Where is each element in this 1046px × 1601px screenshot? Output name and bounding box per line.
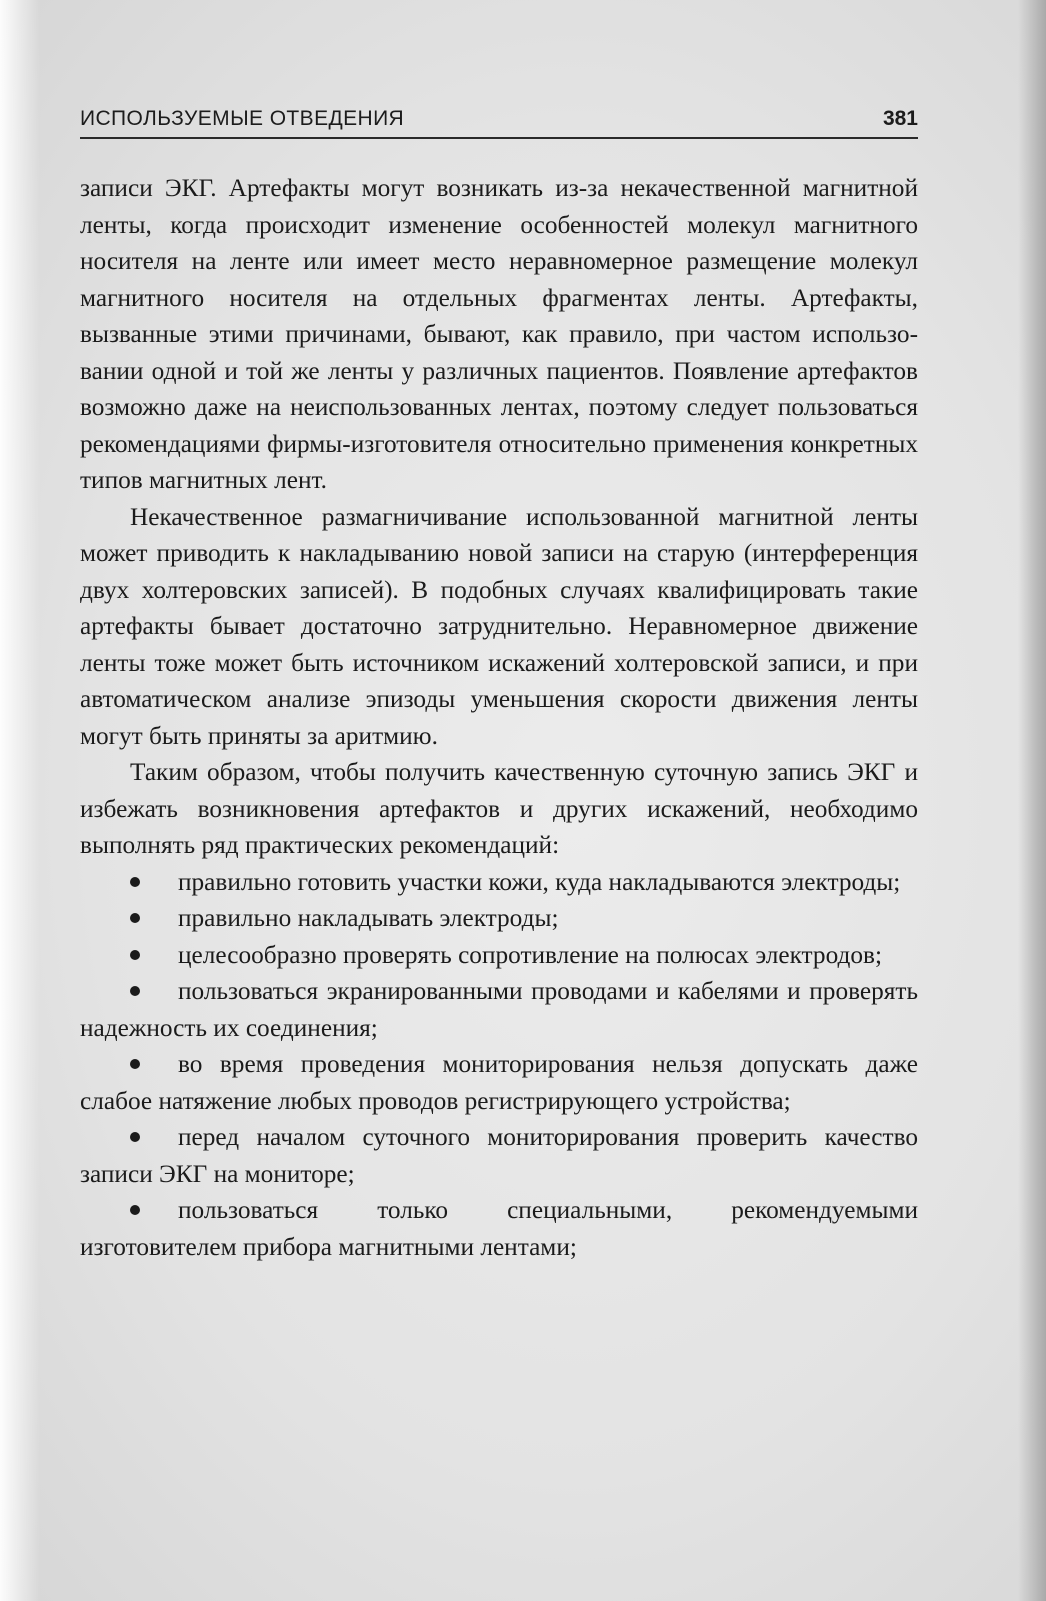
list-item — [80, 864, 918, 901]
section-title: ИСПОЛЬЗУЕМЫЕ ОТВЕДЕНИЯ — [80, 107, 405, 130]
list-item — [80, 1119, 918, 1192]
list-item — [80, 1192, 918, 1265]
paragraph: Таким образом, чтобы получить качественную суточную запись ЭКГ и избежать возникновения артефактов и других искажений, необходимо выполнять ряд практических рекомендаций: — [80, 758, 918, 859]
list-item-text: правильно готовить участки кожи, куда накладываются электроды; — [178, 867, 901, 896]
list-item-text: перед началом суточного мониторирования проверить качество записи ЭКГ на мониторе; — [80, 1123, 918, 1188]
paragraph-continuation: записи ЭКГ. Артефакты могут возникать из-за некачественной магнитной ленты, когда происходит изменение особенностей молекул магнитного носителя на ленте или имеет место неравномерное размещение молекул магнитного носителя на отдельных фрагментах ленты. Артефакты, вызванные этими причинами, бывают, как правило, при частом использовании одной и той же ленты у различных пациентов. Появление артефактов возможно даже на неиспользованных лентах, поэтому следует пользоваться рекомендациями фирмы-изготовителя относительно применения конкретных типов магнитных лент. — [80, 174, 918, 494]
list-item-text: целесообразно проверять сопротивление на полюсах электродов; — [178, 940, 882, 969]
list-item — [80, 1046, 918, 1119]
bullet-icon — [130, 986, 140, 996]
recommendations-list — [80, 864, 918, 1266]
bullet-icon — [130, 1059, 140, 1069]
bullet-icon — [130, 877, 140, 887]
paragraph: Некачественное размагничивание использованной магнитной ленты может приводить к накладыванию новой записи на старую (интерференция двух холтеровских записей). В подобных случаях квалифицировать такие артефакты бывает достаточно затруднительно. Неравномерное движение ленты тоже может быть источником искажений холтеровской записи, и при автоматическом анализе эпизоды уменьшения скорости движения ленты могут быть приняты за аритмию. — [80, 502, 918, 750]
book-spine-shadow — [1018, 0, 1046, 1601]
list-item-text: пользоваться экранированными проводами и кабелями и проверять надежность их соединения; — [80, 977, 918, 1042]
list-item — [80, 973, 918, 1046]
body-text — [80, 170, 918, 1265]
bullet-icon — [130, 1132, 140, 1142]
bullet-icon — [130, 1205, 140, 1215]
list-item-text: правильно накладывать электроды; — [178, 904, 559, 932]
page-number: 381 — [882, 107, 918, 130]
list-item-text: пользоваться только специальными, рекомендуемыми изготовителем прибора магнитными лентами; — [80, 1196, 918, 1261]
running-header — [80, 103, 918, 139]
list-item — [80, 937, 918, 974]
bullet-icon — [130, 913, 140, 923]
list-item-text: во время проведения мониторирования нельзя допускать даже слабое натяжение любых проводов регистрирующего устройства; — [80, 1050, 918, 1115]
list-item — [80, 900, 918, 937]
bullet-icon — [130, 950, 140, 960]
